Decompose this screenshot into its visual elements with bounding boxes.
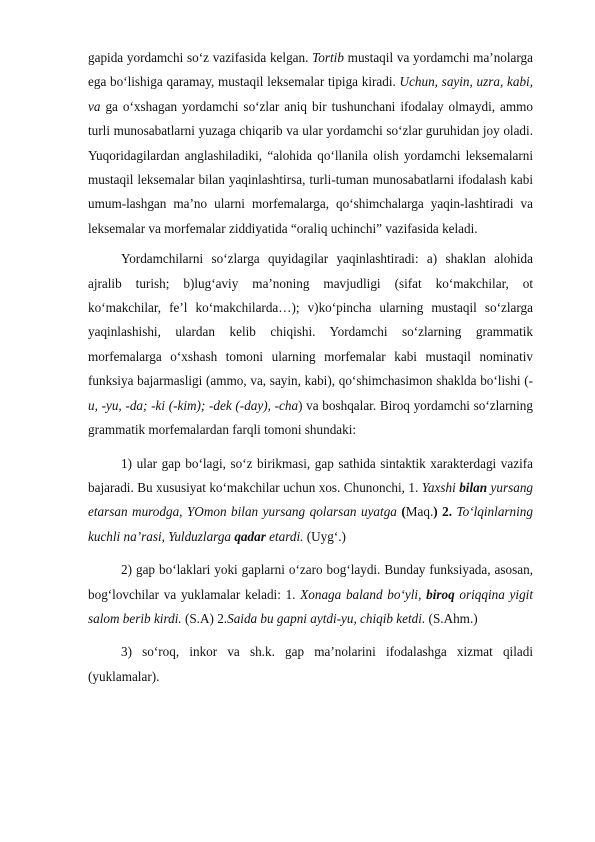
text-run: ) va boshqalar. Biroq yordamchi so‘zlarning grammatik morfemalardan farqli tomoni shundaki: — [88, 397, 533, 438]
bold-italic-term: bilan — [459, 479, 488, 495]
italic-example: yursang qolarsan uyatga — [258, 504, 397, 520]
source-ref: Maq. — [405, 504, 434, 520]
paragraph-5 — [88, 640, 533, 689]
italic-suffixes: -u, -yu, -da; -ki (-kim); -dek (-day), -cha — [88, 373, 533, 413]
paragraph-3 — [88, 452, 533, 550]
source-ref: (S.A) 2. — [181, 610, 228, 626]
text-run: ga o‘xshagan yordamchi so‘zlar aniq bir tushunchani ifodalay olmaydi, ammo turli munosabatlarni yuzaga chiqarib va ular yordamchi so‘zlar guruhidan joy oladi. Yuqoridagilardan anglashiladiki, “alohida qo‘llanila olish yordamchi leksemalarni mustaqil leksemalar bilan yaqinlashtirsa, turli-tuman munosabatlarni ifodalash kabi umum-lashgan ma’no ularni morfemalarga, qo‘shimchalarga yaqin-lashtiradi va leksemalar va morfemalar ziddiyatida “oraliq uchinchi” vazifasida keladi. — [88, 98, 533, 236]
text-run: gapida yordamchi so‘z vazifasida kelgan. — [88, 50, 313, 65]
paragraph-2 — [88, 247, 533, 442]
source-ref: (Uyg‘.) — [303, 528, 346, 544]
bold-italic-term: biroq — [426, 586, 455, 602]
text-run: Yordamchilarni so‘zlarga quyidagilar yaqinlashtiradi: a) shaklan alohida ajralib turish; b)lug‘aviy ma’noning mavjudligi (sifat ko‘makchilar, ot ko‘makchilar, fe’l ko‘makchilarda…); v)ko‘pincha ularning mustaqil so‘zlarga yaqinlashishi, ulardan kelib chiqishi. Yordamchi so‘zlarning grammatik morfemalarga o‘xshash tomoni ularning morfemalar kabi mustaqil nominativ funksiya bajarmasligi (ammo, va, sayin, kabi), qo‘shimchasimon shaklda bo‘lishi ( — [88, 251, 533, 389]
italic-example: bilan — [231, 504, 259, 520]
bold-paren: ( — [396, 504, 406, 520]
italic-example: Xonaga baland bo‘yli, — [300, 586, 427, 602]
text-run: mustaqil va yordamchi ma’nolarga ega bo‘lishiga qaramay, mustaqil leksemalar tipiga kiradi. — [88, 50, 533, 90]
italic-term: Uchun, sayin, uzra, kabi, va — [88, 74, 533, 114]
italic-example: oriqqina yigit salom berib kirdi. — [88, 586, 533, 626]
paragraph-1 — [88, 46, 533, 241]
italic-example: Saida bu gapni aytdi-yu, chiqib ketdi. — [227, 610, 426, 626]
document-page — [88, 46, 533, 689]
bold-paren: ) 2. — [433, 504, 457, 520]
source-ref: (S.Ahm.) — [425, 610, 478, 626]
text-run: 3) so‘roq, inkor va sh.k. gap ma’nolarini ifodalashga xizmat qiladi (yuklamalar). — [88, 644, 533, 684]
text-run: 2) gap bo‘laklari yoki gaplarni o‘zaro bog‘laydi. Bunday funksiyada, asosan, bog‘lovchilar va yuklamalar keladi: 1. — [88, 562, 533, 602]
bold-italic-term: qadar — [234, 528, 266, 544]
italic-example: etardi. — [265, 528, 304, 544]
italic-example: Yaxshi — [421, 479, 460, 495]
italic-example: To‘lqinlarning kuchli na’rasi, Yulduzlarga — [88, 504, 533, 544]
paragraph-4 — [88, 558, 533, 631]
text-run: 1) ular gap bo‘lagi, so‘z birikmasi, gap sathida sintaktik xarakterdagi vazifa bajaradi. Bu xususiyat ko‘makchilar uchun xos. Chunonchi, 1. — [88, 455, 533, 495]
italic-term: Tortib — [312, 50, 344, 65]
italic-example: yursang etarsan murodga, YOmon — [88, 479, 534, 520]
